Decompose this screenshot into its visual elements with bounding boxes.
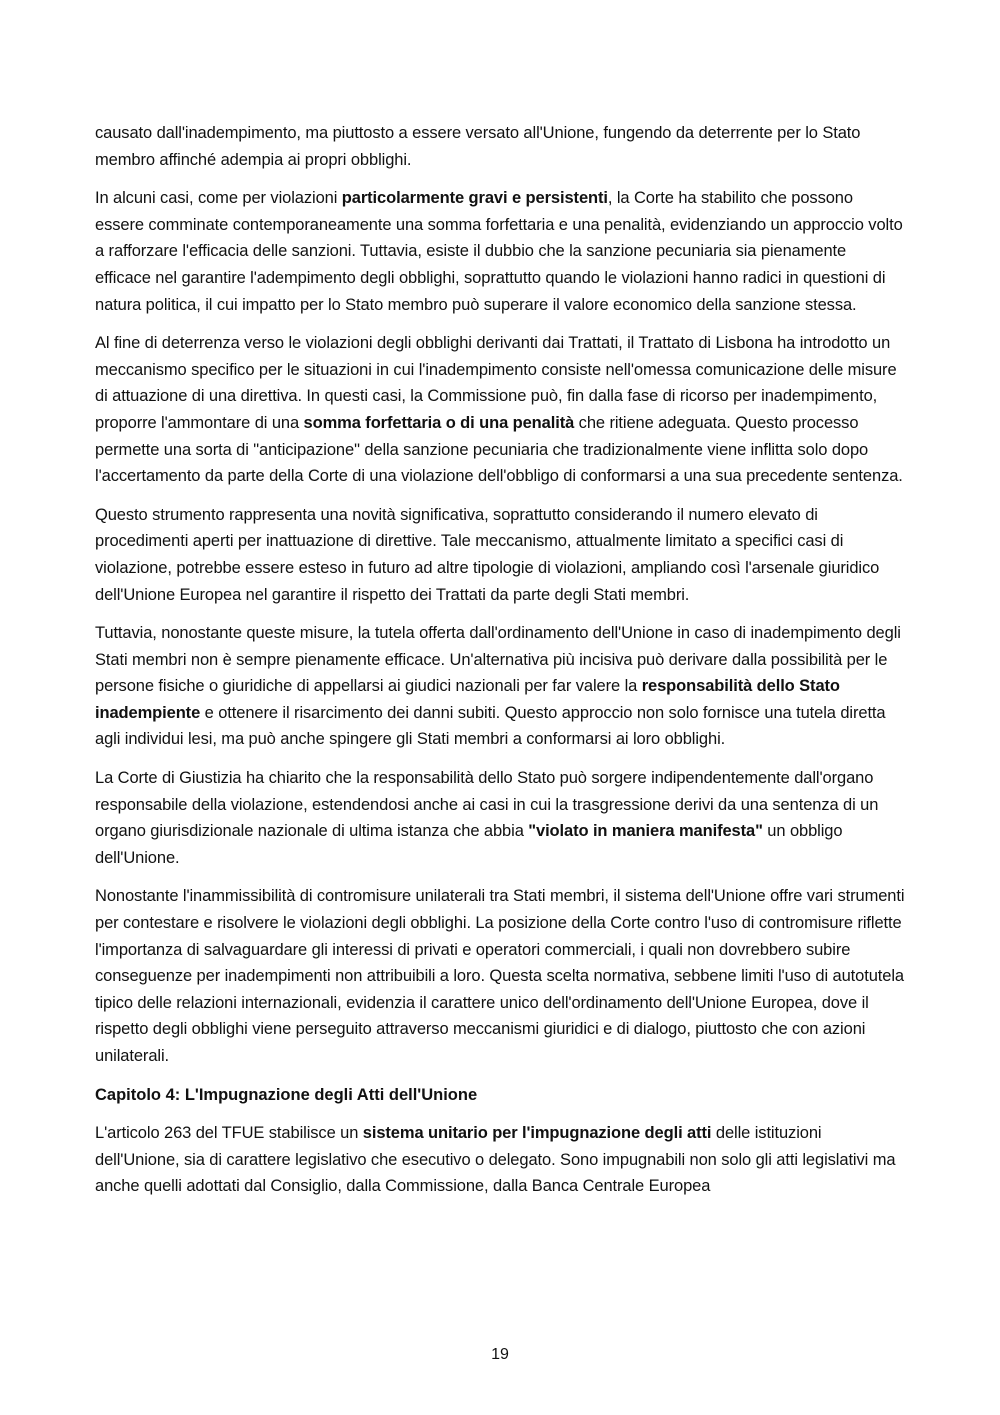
document-body (95, 120, 905, 1212)
bold-emphasis: particolarmente gravi e persistenti (341, 189, 608, 208)
paragraph-7: Nonostante l'inammissibilità di contromisure unilaterali tra Stati membri, il sistema dell'Unione offre vari strumenti per contestare e risolvere le violazioni degli obblighi. La posizione della Corte contro l'uso di contromisure riflette l'importanza di salvaguardare gli interessi di privati e operatori commerciali, i quali non dovrebbero subire conseguenze per inadempimenti non attribuibili a loro. Questa scelta normativa, sebbene limiti l'uso di autotutela tipico delle relazioni internazionali, evidenzia il carattere unico dell'ordinamento dell'Unione Europea, dove il rispetto degli obblighi viene perseguito attraverso meccanismi giuridici e di dialogo, piuttosto che con azioni unilaterali. (95, 887, 905, 1065)
bold-emphasis: somma forfettaria o di una penalità (303, 413, 575, 432)
bold-emphasis: "violato in maniera manifesta" (528, 822, 763, 841)
chapter-heading: Capitolo 4: L'Impugnazione degli Atti dell'Unione (95, 1085, 478, 1104)
page-number: 19 (491, 1346, 509, 1363)
paragraph-1: causato dall'inadempimento, ma piuttosto a essere versato all'Unione, fungendo da deterrente per lo Stato membro affinché adempia ai propri obblighi. (95, 124, 861, 169)
paragraph-4: Questo strumento rappresenta una novità significativa, soprattutto considerando il numero elevato di procedimenti aperti per inattuazione di direttive. Tale meccanismo, attualmente limitato a specifici casi di violazione, potrebbe essere esteso in futuro ad altre tipologie di violazioni, ampliando così l'arsenale giuridico dell'Unione Europea nel garantire il rispetto dei Trattati da parte degli Stati membri. (95, 505, 880, 604)
paragraph-8: L'articolo 263 del TFUE stabilisce un sistema unitario per l'impugnazione degli atti delle istituzioni dell'Unione, sia di carattere legislativo che esecutivo o delegato. Sono impugnabili non solo gli atti legislativi ma anche quelli adottati dal Consiglio, dalla Commissione, dalla Banca Centrale Europea (95, 1124, 896, 1196)
bold-emphasis: responsabilità dello Stato inadempiente (95, 677, 840, 722)
paragraph-6: La Corte di Giustizia ha chiarito che la responsabilità dello Stato può sorgere indipendentemente dall'organo responsabile della violazione, estendendosi anche ai casi in cui la trasgressione derivi da una sentenza di un organo giurisdizionale nazionale di ultima istanza che abbia "violato in maniera manifesta" un obbligo dell'Unione. (95, 769, 879, 867)
paragraph-3: Al fine di deterrenza verso le violazioni degli obblighi derivanti dai Trattati, il Trattato di Lisbona ha introdotto un meccanismo specifico per le situazioni in cui l'inadempimento consiste nell'omessa comunicazione delle misure di attuazione di una direttiva. In questi casi, la Commissione può, fin dalla fase di ricorso per inadempimento, proporre l'ammontare di una somma forfettaria o di una penalità che ritiene adeguata. Questo processo permette una sorta di "anticipazione" della sanzione pecuniaria che tradizionalmente viene inflitta solo dopo l'accertamento da parte della Corte di una violazione dell'obbligo di conformarsi a una sua precedente sentenza. (95, 334, 903, 486)
paragraph-2: In alcuni casi, come per violazioni particolarmente gravi e persistenti, la Corte ha stabilito che possono essere comminate contemporaneamente una somma forfettaria e una penalità, evidenziando un approccio volto a rafforzare l'efficacia delle sanzioni. Tuttavia, esiste il dubbio che la sanzione pecuniaria sia pienamente efficace nel garantire l'adempimento degli obblighi, soprattutto quando le violazioni hanno radici in questioni di natura politica, il cui impatto per lo Stato membro può superare il valore economico della sanzione stessa. (95, 189, 903, 314)
paragraph-5: Tuttavia, nonostante queste misure, la tutela offerta dall'ordinamento dell'Unione in caso di inadempimento degli Stati membri non è sempre pienamente efficace. Un'alternativa più incisiva può derivare dalla possibilità per le persone fisiche o giuridiche di appellarsi ai giudici nazionali per far valere la responsabilità dello Stato inadempiente e ottenere il risarcimento dei danni subiti. Questo approccio non solo fornisce una tutela diretta agli individui lesi, ma può anche spingere gli Stati membri a conformarsi ai loro obblighi. (95, 624, 901, 749)
bold-emphasis: sistema unitario per l'impugnazione degli atti (362, 1124, 712, 1143)
